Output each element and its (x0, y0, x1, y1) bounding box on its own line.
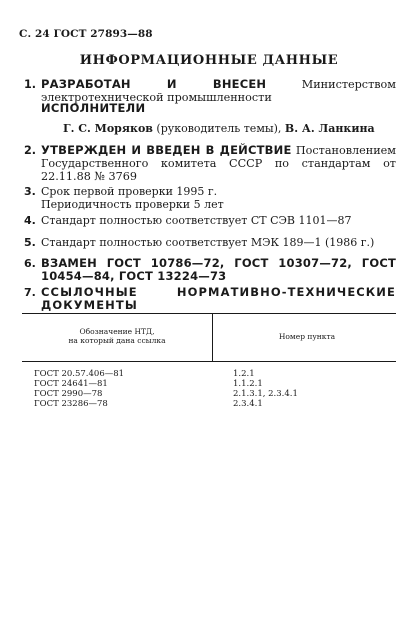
performers-heading: ИСПОЛНИТЕЛИ (41, 101, 146, 115)
item-number: 4. (24, 214, 36, 227)
page-header: С. 24 ГОСТ 27893—88 (19, 28, 153, 40)
item-number: 5. (24, 236, 36, 249)
table-column-divider (212, 313, 213, 361)
item-caps: ССЫЛОЧНЫЕ НОРМАТИВНО-ТЕХНИЧЕСКИЕ ДОКУМЕНТЫ (41, 285, 396, 312)
cell-clause: 1.1.2.1 (233, 379, 263, 389)
header-line: на который дана ссылка (68, 336, 166, 345)
info-item-2 (24, 144, 396, 183)
item-text: Срок первой проверки 1995 г. Периодичность проверки 5 лет (41, 185, 224, 211)
item-text (41, 144, 396, 183)
performers-line (63, 122, 375, 135)
header-line: Обозначение НТД, (79, 327, 155, 336)
item-text: Стандарт полностью соответствует МЭК 189—1 (1986 г.) (41, 236, 375, 249)
item-text (41, 257, 396, 283)
info-item-3 (24, 185, 224, 211)
cell-doc: ГОСТ 20.57.406—81 (34, 369, 125, 379)
item-caps: УТВЕРЖДЕН И ВВЕДЕН В ДЕЙСТВИЕ (41, 143, 292, 157)
item-number: 1. (24, 78, 37, 91)
item-caps: РАЗРАБОТАН И ВНЕСЕН (41, 77, 267, 91)
table-top-rule (22, 313, 396, 314)
item-body: Министерством электротехнической промышленности (41, 78, 396, 104)
info-item-7 (24, 286, 396, 312)
cell-clause: 2.3.4.1 (233, 399, 263, 409)
cell-doc: ГОСТ 23286—78 (34, 399, 108, 409)
table-header-rule (22, 361, 396, 362)
item-text: Стандарт полностью соответствует СТ СЭВ 1101—87 (41, 214, 352, 227)
table-header-doc (32, 327, 202, 345)
item-number: 3. (24, 185, 36, 198)
table-header-clause: Номер пункта (278, 332, 336, 341)
info-item-6 (24, 257, 396, 283)
performer-name: Г. С. Моряков (63, 122, 153, 135)
performer-name: В. А. Ланкина (284, 122, 375, 135)
cell-clause: 1.2.1 (233, 369, 255, 379)
info-item-4 (24, 214, 396, 227)
item-caps: ВЗАМЕН ГОСТ 10786—72, ГОСТ 10307—72, ГОСТ 10454—84, ГОСТ 13224—73 (41, 256, 396, 283)
item-number: 7. (24, 286, 36, 299)
item-number: 2. (24, 144, 37, 157)
info-item-5 (24, 236, 396, 249)
item-body: Постановлением Государственного комитета СССР по стандартам от 22.11.88 № 3769 (41, 144, 396, 183)
cell-doc: ГОСТ 2990—78 (34, 389, 103, 399)
cell-clause: 2.1.3.1, 2.3.4.1 (233, 389, 298, 399)
item-number: 6. (24, 257, 36, 270)
performer-role: (руководитель темы), (152, 122, 285, 135)
cell-doc: ГОСТ 24641—81 (34, 379, 108, 389)
item-text (41, 286, 396, 312)
section-title: ИНФОРМАЦИОННЫЕ ДАННЫЕ (79, 53, 339, 68)
